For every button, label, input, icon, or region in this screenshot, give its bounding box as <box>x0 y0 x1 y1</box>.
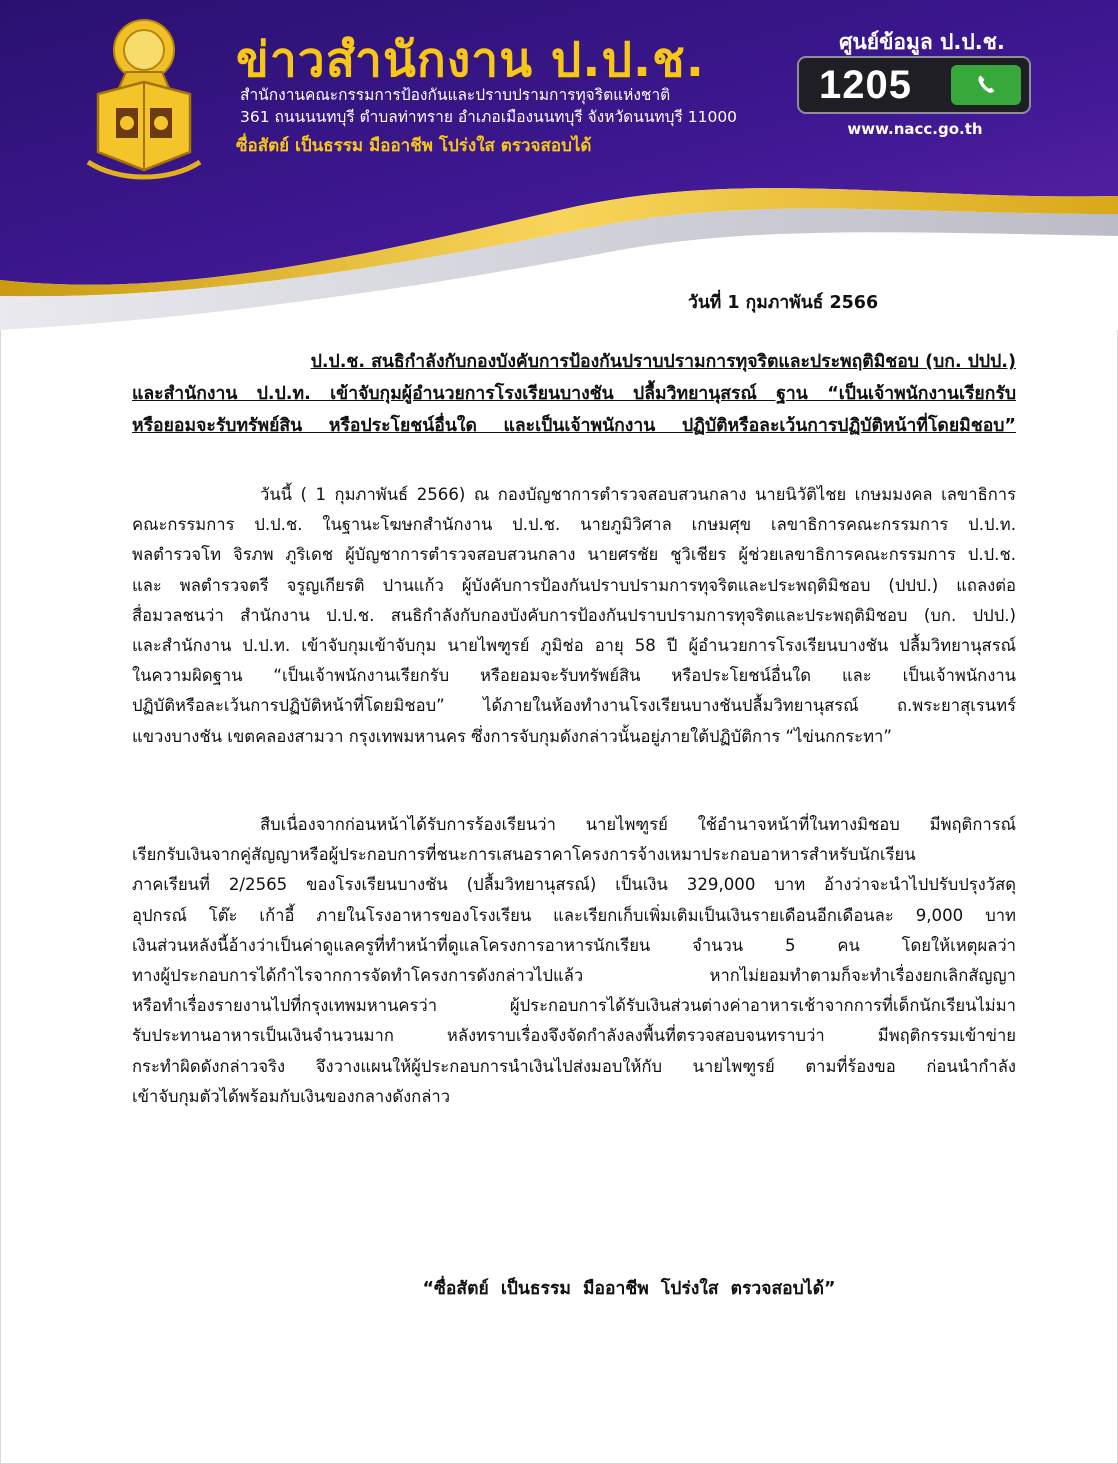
paragraph-line: สื่อมวลชนว่า สำนักงาน ป.ป.ช. สนธิกำลังกับกองบังคับการป้องกันปราบปรามการทุจริตและประพฤติมิชอบ (บก. ปปป.) <box>132 605 1016 625</box>
paragraph-1 <box>132 480 1016 752</box>
header-subtitle-address: 361 ถนนนนทบุรี ตำบลท่าทราย อำเภอเมืองนนทบุรี จังหวัดนนทบุรี 11000 <box>240 108 738 126</box>
nacc-emblem-icon <box>78 12 210 182</box>
headline <box>132 346 1016 442</box>
paragraph-line: และ พลตำรวจตรี จรูญเกียรติ ปานแก้ว ผู้บังคับการป้องกันปราบปรามการทุจริตและประพฤติมิชอบ (ปปป.) แถลงต่อ <box>132 575 1016 595</box>
website-url: www.nacc.go.th <box>847 120 983 138</box>
paragraph-line: พลตำรวจโท จิรภพ ภูริเดช ผู้บัญชาการตำรวจสอบสวนกลาง นายศรชัย ชูวิเชียร ผู้ช่วยเลขาธิการคณะกรรมการ ป.ป.ช. <box>132 545 1016 565</box>
header-motto: ซื่อสัตย์ เป็นธรรม มืออาชีพ โปร่งใส ตรวจสอบได้ <box>236 136 592 156</box>
paragraph-line: วันนี้ ( 1 กุมภาพันธ์ 2566) ณ กองบัญชาการตำรวจสอบสวนกลาง นายนิวัติไชย เกษมมงคล เลขาธิการ <box>260 485 1016 504</box>
paragraph-line: ปฏิบัติหรือละเว้นการปฏิบัติหน้าที่โดยมิชอบ” ได้ภายในห้องทำงานโรงเรียนบางชันปลื้มวิทยานุสรณ์ ถ.พระยาสุเรนทร์ <box>132 696 1016 716</box>
paragraph-line: หรือทำเรื่องรายงานไปที่กรุงเทพมหานครว่า ผู้ประกอบการได้รับเงินส่วนต่างค่าอาหารเช้าจากการที่เด็กนักเรียนไม่มา <box>132 996 1016 1016</box>
paragraph-line: คณะกรรมการ ป.ป.ช. ในฐานะโฆษกสำนักงาน ป.ป.ช. นายภูมิวิศาล เกษมศุข เลขาธิการคณะกรรมการ ป.ป.ท. <box>132 515 1016 535</box>
headline-line: และสำนักงาน ป.ป.ท. เข้าจับกุมผู้อำนวยการโรงเรียนบางชัน ปลื้มวิทยานุสรณ์ ฐาน “เป็นเจ้าพนักงานเรียกรับ <box>132 384 1016 404</box>
header-title: ข่าวสำนักงาน ป.ป.ช. <box>236 32 705 88</box>
paragraph-line: แขวงบางชัน เขตคลองสามวา กรุงเทพมหานคร ซึ่งการจับกุมดังกล่าวนั้นอยู่ภายใต้ปฏิบัติการ “ไข่นกกระทา” <box>132 726 892 746</box>
paragraph-line: รับประทานอาหารเป็นเงินจำนวนมาก หลังทราบเรื่องจึงจัดกำลังลงพื้นที่ตรวจสอบจนทราบว่า มีพฤติกรรมเข้าข่าย <box>132 1026 1016 1046</box>
hotline-number: 1205 <box>819 63 912 107</box>
phone-icon <box>974 73 998 97</box>
paragraph-line: กระทำผิดดังกล่าวจริง จึงวางแผนให้ผู้ประกอบการนำเงินไปส่งมอบให้กับ นายไพฑูรย์ ตามที่ร้องขอ ก่อนนำกำลัง <box>132 1056 1016 1076</box>
paragraph-2 <box>132 810 1016 1112</box>
paragraph-line: เรียกรับเงินจากคู่สัญญาหรือผู้ประกอบการที่ชนะการเสนอราคาโครงการจ้างเหมาประกอบอาหารสำหรับนักเรียน <box>132 845 916 865</box>
document-date: วันที่ 1 กุมภาพันธ์ 2566 <box>688 293 879 313</box>
footer-motto: “ซื่อสัตย์ เป็นธรรม มืออาชีพ โปร่งใส ตรวจสอบได้” <box>422 1279 836 1299</box>
phone-badge <box>951 65 1021 105</box>
paragraph-line: อุปกรณ์ โต๊ะ เก้าอี้ ภายในโรงอาหารของโรงเรียน และเรียกเก็บเพิ่มเติมเป็นเงินรายเดือนอีกเดือนละ 9,000 บาท <box>132 905 1016 925</box>
hotline-caption: ศูนย์ข้อมูล ป.ป.ช. <box>839 30 1005 54</box>
paragraph-line: เข้าจับกุมตัวได้พร้อมกับเงินของกลางดังกล่าว <box>132 1086 451 1106</box>
paragraph-line: สืบเนื่องจากก่อนหน้าได้รับการร้องเรียนว่า นายไพฑูรย์ ใช้อำนาจหน้าที่ในทางมิชอบ มีพฤติการณ์ <box>260 815 1016 834</box>
headline-line: ป.ป.ช. สนธิกำลังกับกองบังคับการป้องกันปราบปรามการทุจริตและประพฤติมิชอบ (บก. ปปป.) <box>310 352 1016 372</box>
hotline-box <box>797 56 1031 114</box>
paragraph-line: ภาคเรียนที่ 2/2565 ของโรงเรียนบางชัน (ปลื้มวิทยานุสรณ์) เป็นเงิน 329,000 บาท อ้างว่าจะนำไปปรับปรุงวัสดุ <box>132 875 1016 895</box>
header-banner <box>0 0 1118 330</box>
headline-line: หรือยอมจะรับทรัพย์สิน หรือประโยชน์อื่นใด และเป็นเจ้าพนักงาน ปฏิบัติหรือละเว้นการปฏิบัติหน้าที่โดยมิชอบ” <box>132 416 1016 436</box>
paragraph-line: และสำนักงาน ป.ป.ท. เข้าจับกุมเข้าจับกุม นายไพฑูรย์ ภูมิช่อ อายุ 58 ปี ผู้อำนวยการโรงเรียนบางชัน ปลื้มวิทยานุสรณ์ <box>132 636 1016 656</box>
header-subtitle-organization: สำนักงานคณะกรรมการป้องกันและปราบปรามการทุจริตแห่งชาติ <box>240 86 671 104</box>
paragraph-line: ในความผิดฐาน “เป็นเจ้าพนักงานเรียกรับ หรือยอมจะรับทรัพย์สิน หรือประโยชน์อื่นใด และ เป็นเจ้าพนักงาน <box>132 666 1016 686</box>
paragraph-line: เงินส่วนหลังนี้อ้างว่าเป็นค่าดูแลครูที่ทำหน้าที่ดูแลโครงการอาหารนักเรียน จำนวน 5 คน โดยให้เหตุผลว่า <box>132 935 1016 955</box>
paragraph-line: ทางผู้ประกอบการได้กำไรจากการจัดทำโครงการดังกล่าวไปแล้ว หากไม่ยอมทำตามก็จะทำเรื่องยกเลิกสัญญา <box>132 966 1016 986</box>
